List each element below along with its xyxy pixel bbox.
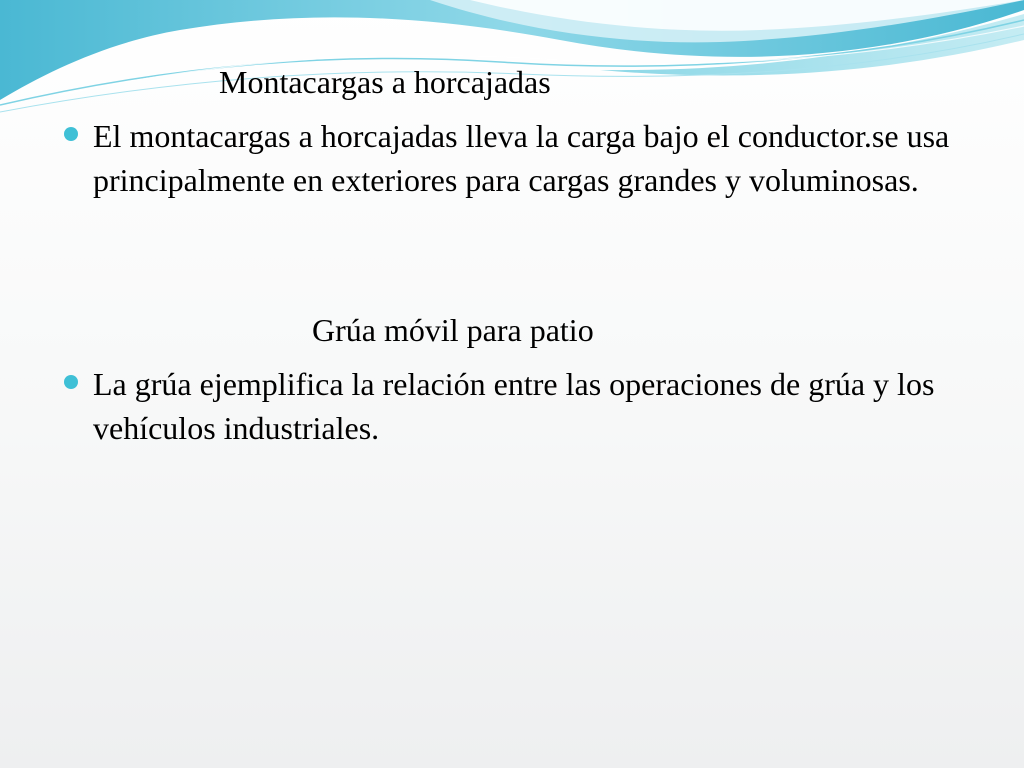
heading-grua: Grúa móvil para patio bbox=[312, 312, 594, 348]
bullet-dot-icon bbox=[64, 127, 78, 141]
bullet-item bbox=[64, 362, 984, 450]
bullet-dot-icon bbox=[64, 375, 78, 389]
bullet-text: La grúa ejemplifica la relación entre las operaciones de grúa y los vehículos industriales. bbox=[93, 366, 935, 446]
heading-montacargas: Montacargas a horcajadas bbox=[219, 64, 551, 100]
bullet-item bbox=[64, 114, 984, 202]
bullet-text: El montacargas a horcajadas lleva la carga bajo el conductor.se usa principalmente en exteriores para cargas grandes y voluminosas. bbox=[93, 118, 950, 198]
